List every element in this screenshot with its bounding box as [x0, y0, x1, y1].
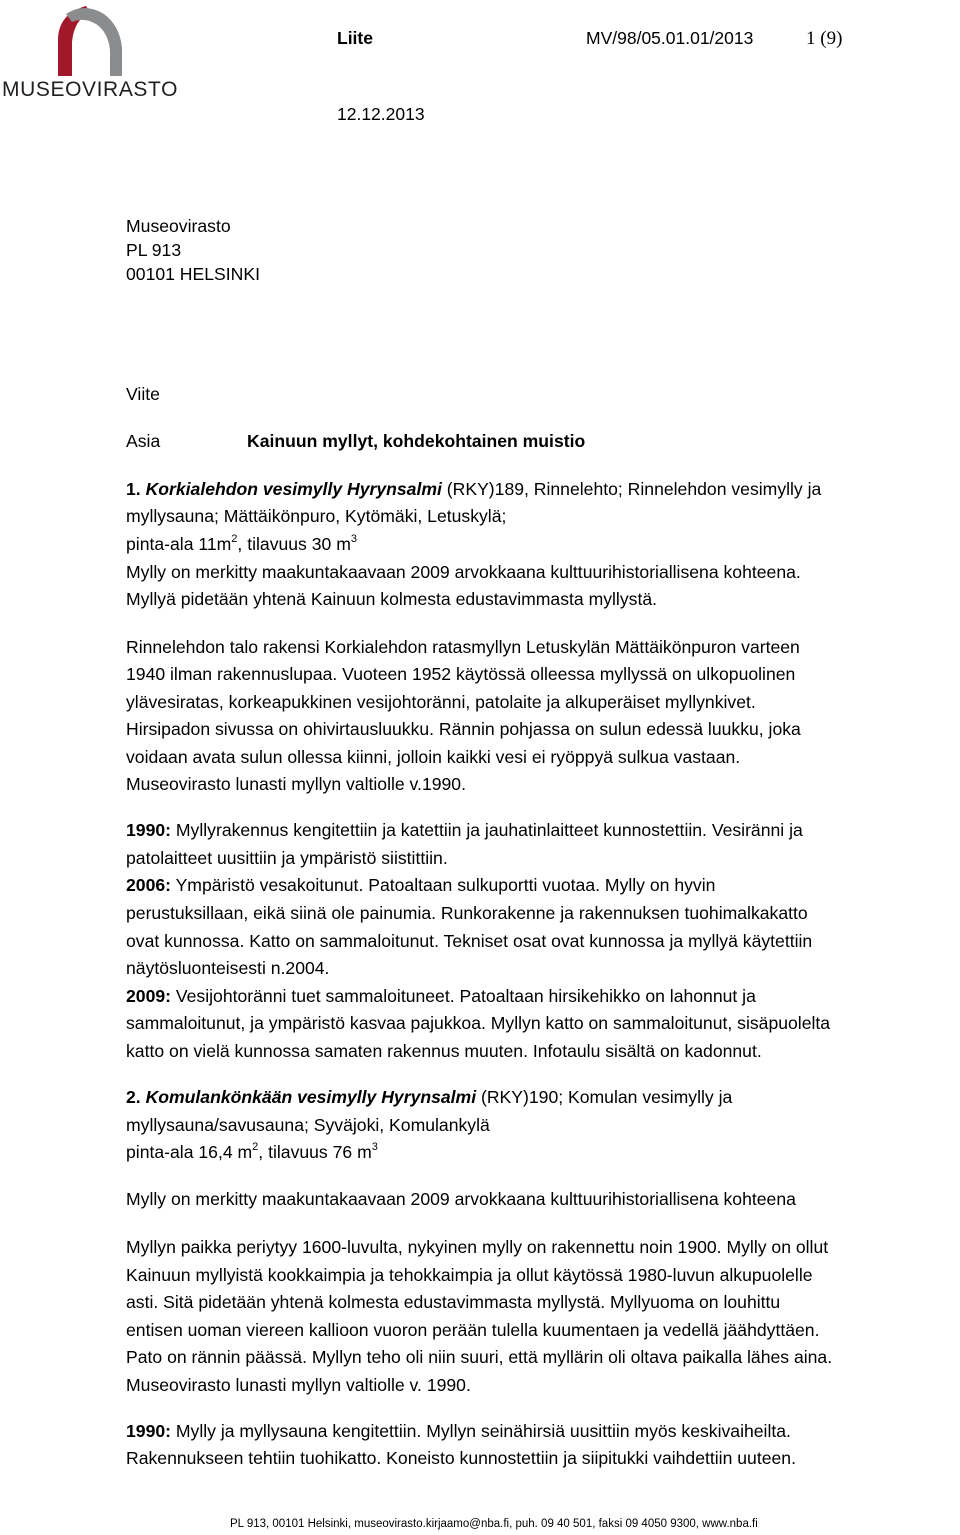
paragraph-line: asti. Sitä pidetään yhtenä kolmesta edustavimmasta myllystä. Myllyuoma on louhittu	[126, 1292, 781, 1312]
volume-text: , tilavuus 76 m	[258, 1142, 372, 1162]
history-line: näytösluonteisesti n.2004.	[126, 958, 330, 978]
history-text: Myllyrakennus kengitettiin ja katettiin ja jauhatinlaitteet kunnostettiin. Vesiränni ja	[171, 820, 803, 840]
section-2-location: myllysauna/savusauna; Syväjoki, Komulankylä	[126, 1115, 490, 1135]
section-1-location: myllysauna; Mättäikönpuro, Kytömäki, Letuskylä;	[126, 506, 507, 526]
history-text: Vesijohtoränni tuet sammaloituneet. Patoaltaan hirsikehikko on lahonnut ja	[171, 986, 756, 1006]
volume-text: , tilavuus 30 m	[237, 534, 351, 554]
logo-wordmark: MUSEOVIRASTO	[2, 78, 179, 101]
year-label: 1990:	[126, 820, 171, 840]
volume-exponent: 3	[350, 533, 357, 546]
volume-exponent: 3	[371, 1141, 378, 1154]
paragraph-line: Museovirasto lunasti myllyn valtiolle v. 1990.	[126, 1375, 471, 1395]
history-line: katto on vielä kunnossa samaten rakennus muuten. Infotaulu sisältä on kadonnut.	[126, 1041, 762, 1061]
section-1-significance: Myllyä pidetään yhtenä Kainuun kolmesta edustavimmasta myllystä.	[126, 589, 657, 609]
section-1-title: Korkialehdon vesimylly Hyrynsalmi	[145, 479, 442, 499]
subject-label: Asia	[126, 431, 161, 451]
paragraph-line: Museovirasto lunasti myllyn valtiolle v.1990.	[126, 774, 466, 794]
history-2009	[126, 986, 756, 1006]
section-2-number: 2.	[126, 1087, 141, 1107]
area-exponent: 2	[252, 1141, 259, 1154]
logo-arch-icon	[0, 4, 176, 80]
history-line: sammaloitunut, ja ympäristö kasvaa pajukkoa. Myllyn katto on sammaloitunut, sisäpuolelta	[126, 1013, 831, 1033]
paragraph-line: Myllyn paikka periytyy 1600-luvulta, nykyinen mylly on rakennettu noin 1900. Mylly on ollut	[126, 1237, 829, 1257]
history-1990	[126, 1421, 791, 1441]
section-2-title: Komulankönkään vesimylly Hyrynsalmi	[145, 1087, 477, 1107]
history-line: patolaitteet uusittiin ja ympäristö siistittiin.	[126, 848, 448, 868]
section-2-dimensions	[126, 1142, 378, 1162]
year-label: 2009:	[126, 986, 171, 1006]
history-line: ovat kunnossa. Katto on sammaloitunut. Tekniset osat ovat kunnossa ja myllyä käytettiin	[126, 931, 813, 951]
museovirasto-logo	[0, 4, 179, 101]
area-text: pinta-ala 11m	[126, 534, 232, 554]
section-1-heading	[126, 479, 821, 499]
history-2006	[126, 875, 715, 895]
history-line: perustuksillaan, eikä siinä ole painumia. Runkorakenne ja rakennuksen tuohimalkakatto	[126, 903, 808, 923]
page-footer: PL 913, 00101 Helsinki, museovirasto.kirjaamo@nba.fi, puh. 09 40 501, faksi 09 4050 9300, www.nba.fi	[230, 1518, 758, 1530]
history-1990	[126, 820, 803, 840]
history-line: Rakennukseen tehtiin tuohikatto. Koneisto kunnostettiin ja siipitukki vaihdettiin uuteen.	[126, 1448, 796, 1468]
reference-label: Viite	[126, 384, 160, 404]
year-label: 2006:	[126, 875, 171, 895]
paragraph-line: voidaan avata sulun ollessa kiinni, jolloin kaikki vesi ei ryöppyä sulkua vastaan.	[126, 747, 741, 767]
section-1-status: Mylly on merkitty maakuntakaavaan 2009 arvokkaana kulttuurihistoriallisena kohteena.	[126, 562, 801, 582]
document-date: 12.12.2013	[337, 104, 425, 124]
area-text: pinta-ala 16,4 m	[126, 1142, 253, 1162]
paragraph-line: Hirsipadon sivussa on ohivirtausluukku. Rännin pohjassa on sulun edessä luukku, joka	[126, 719, 801, 739]
address-line: Museovirasto	[126, 216, 231, 236]
paragraph-line: ylävesiratas, korkeapukkinen vesijohtoränni, patolaite ja alkuperäiset myllynkivet.	[126, 692, 756, 712]
paragraph-line: entisen uoman viereen kallioon vuoron perään tulella kuumentaen ja vedellä jäähdyttäen.	[126, 1320, 820, 1340]
section-1-number: 1.	[126, 479, 141, 499]
address-line: 00101 HELSINKI	[126, 264, 260, 284]
attachment-label: Liite	[337, 28, 373, 48]
history-text: Ympäristö vesakoitunut. Patoaltaan sulkuportti vuotaa. Mylly on hyvin	[171, 875, 716, 895]
section-2-status: Mylly on merkitty maakuntakaavaan 2009 arvokkaana kulttuurihistoriallisena kohteena	[126, 1189, 796, 1209]
history-text: Mylly ja myllysauna kengitettiin. Myllyn seinähirsiä uusittiin myös keskivaiheilta.	[171, 1421, 791, 1441]
page-number: 1 (9)	[806, 28, 843, 49]
area-exponent: 2	[231, 533, 238, 546]
section-1-title-rest: (RKY)189, Rinnelehto; Rinnelehdon vesimylly ja	[441, 479, 822, 499]
address-line: PL 913	[126, 240, 182, 260]
subject-value: Kainuun myllyt, kohdekohtainen muistio	[247, 431, 586, 451]
section-2-heading	[126, 1087, 732, 1107]
paragraph-line: Pato on rännin päässä. Myllyn teho oli niin suuri, että myllärin oli oltava paikalla lähes aina.	[126, 1347, 833, 1367]
paragraph-line: 1940 ilman rakennuslupaa. Vuoteen 1952 käytössä olleessa myllyssä on ulkopuolinen	[126, 664, 796, 684]
year-label: 1990:	[126, 1421, 171, 1441]
paragraph-line: Kainuun myllyistä kookkaimpia ja tehokkaimpia ja ollut käytössä 1980-luvun alkupuolelle	[126, 1265, 813, 1285]
section-1-dimensions	[126, 534, 357, 554]
paragraph-line: Rinnelehdon talo rakensi Korkialehdon ratasmyllyn Letuskylän Mättäikönpuron varteen	[126, 637, 800, 657]
section-2-title-rest: (RKY)190; Komulan vesimylly ja	[476, 1087, 733, 1107]
document-reference: MV/98/05.01.01/2013	[586, 28, 754, 48]
